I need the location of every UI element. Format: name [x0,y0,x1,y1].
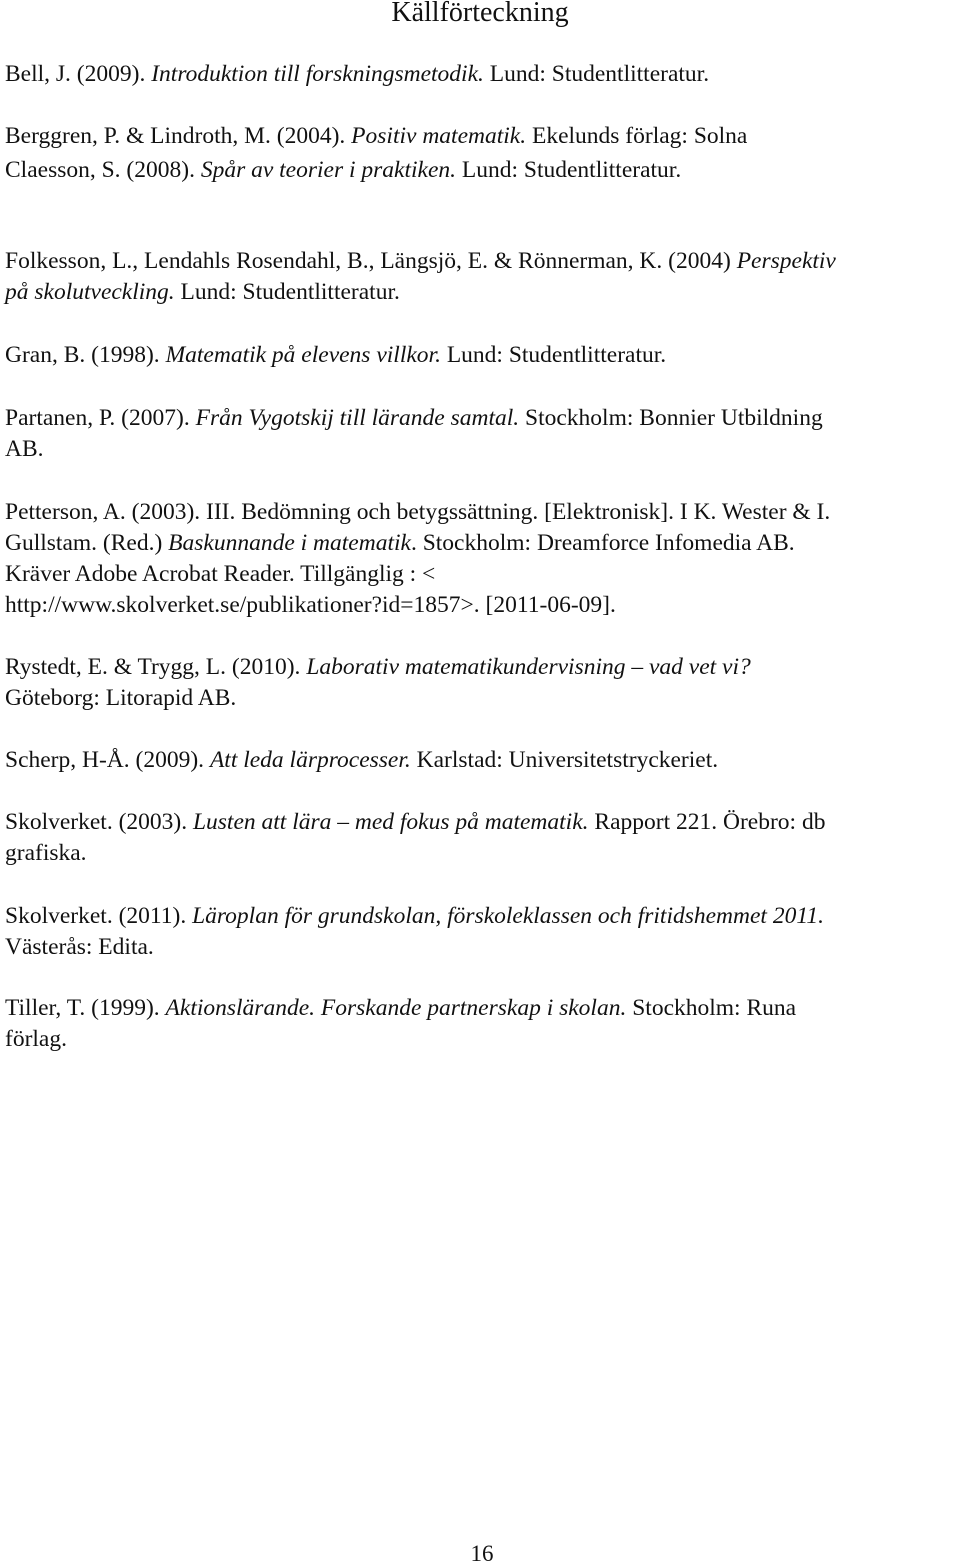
reference-title: Positiv matematik. [351,123,527,149]
reference-line [5,559,958,590]
reference-line [5,745,958,776]
reference-text: Västerås: Edita. [5,934,154,960]
reference-text: Scherp, H-Å. (2009). [5,747,210,773]
reference-text: Stockholm: Runa [626,995,797,1021]
reference-line [5,993,958,1024]
reference-item [5,59,958,90]
reference-text: Stockholm: Bonnier Utbildning [519,405,823,431]
reference-title: Spår av teorier i praktiken. [200,157,457,183]
reference-text: Lund: Studentlitteratur. [483,61,710,87]
reference-title: Baskunnande i matematik [168,530,411,556]
reference-text: AB. [5,436,44,462]
reference-line [5,497,958,528]
reference-line [5,683,958,714]
reference-text: grafiska. [5,840,87,866]
reference-title: Introduktion till forskningsmetodik. [151,61,484,87]
reference-text: Bell, J. (2009). [5,61,152,87]
reference-item [5,993,958,1055]
reference-title: Aktionslärande. Forskande partnerskap i skolan. [165,995,627,1021]
reference-line [5,652,958,683]
reference-title: Perspektiv [736,248,836,274]
reference-text: Tiller, T. (1999). [5,995,166,1021]
reference-text: Partanen, P. (2007). [5,405,196,431]
reference-line [5,901,958,932]
reference-title: på skolutveckling. [5,279,175,305]
reference-line [5,1024,958,1055]
reference-text: Gran, B. (1998). [5,342,166,368]
reference-text: Göteborg: Litorapid AB. [5,685,237,711]
reference-text: Rystedt, E. & Trygg, L. (2010). [5,654,307,680]
reference-text: Petterson, A. (2003). III. Bedömning och betygssättning. [Elektronisk]. I K. Wester & I. [5,499,831,525]
reference-text: Lund: Studentlitteratur. [456,157,682,183]
reference-text: Rapport 221. Örebro: db [588,809,826,835]
reference-item [5,745,958,776]
reference-line [5,277,958,308]
reference-text: Skolverket. (2011). [5,903,193,929]
reference-title: Läroplan för grundskolan, förskoleklassen och fritidshemmet 2011. [192,903,824,929]
reference-item [5,121,958,152]
reference-line [5,59,958,90]
reference-title: Lusten att lära – med fokus på matematik. [192,809,589,835]
reference-text: förlag. [5,1026,67,1052]
reference-text: Kräver Adobe Acrobat Reader. Tillgänglig : < [5,561,436,587]
reference-text: Claesson, S. (2008). [5,157,201,183]
reference-line [5,340,958,371]
reference-line [5,932,958,963]
reference-text: Lund: Studentlitteratur. [440,342,667,368]
reference-line [5,403,958,434]
reference-item [5,497,958,621]
reference-text: Folkesson, L., Lendahls Rosendahl, B., Längsjö, E. & Rönnerman, K. (2004) [5,248,737,274]
reference-line [5,434,958,465]
reference-item [5,246,958,308]
reference-text: Gullstam. (Red.) [5,530,169,556]
reference-line [5,590,958,621]
reference-title: Matematik på elevens villkor. [165,342,441,368]
reference-item [5,340,958,371]
reference-item [5,155,958,186]
page-title: Källförteckning [391,0,569,28]
reference-title: Att leda lärprocesser. [209,747,411,773]
reference-title: Från Vygotskij till lärande samtal. [195,405,520,431]
reference-text: Skolverket. (2003). [5,809,193,835]
reference-text: . Stockholm: Dreamforce Infomedia AB. [410,530,795,556]
reference-item [5,901,958,963]
reference-line [5,246,958,277]
reference-line [5,838,958,869]
reference-title: Laborativ matematikundervisning – vad vet vi? [306,654,751,680]
reference-text: Berggren, P. & Lindroth, M. (2004). [5,123,352,149]
reference-line [5,528,958,559]
reference-item [5,807,958,869]
page-number: 16 [470,1541,494,1566]
reference-text: Lund: Studentlitteratur. [174,279,400,305]
reference-text: http://www.skolverket.se/publikationer?id=1857>. [2011-06-09]. [5,592,616,618]
reference-item [5,652,958,714]
reference-item [5,403,958,465]
reference-text: Karlstad: Universitetstryckeriet. [410,747,719,773]
reference-line [5,121,958,152]
reference-line [5,807,958,838]
reference-text: Ekelunds förlag: Solna [526,123,748,149]
reference-line [5,155,958,186]
